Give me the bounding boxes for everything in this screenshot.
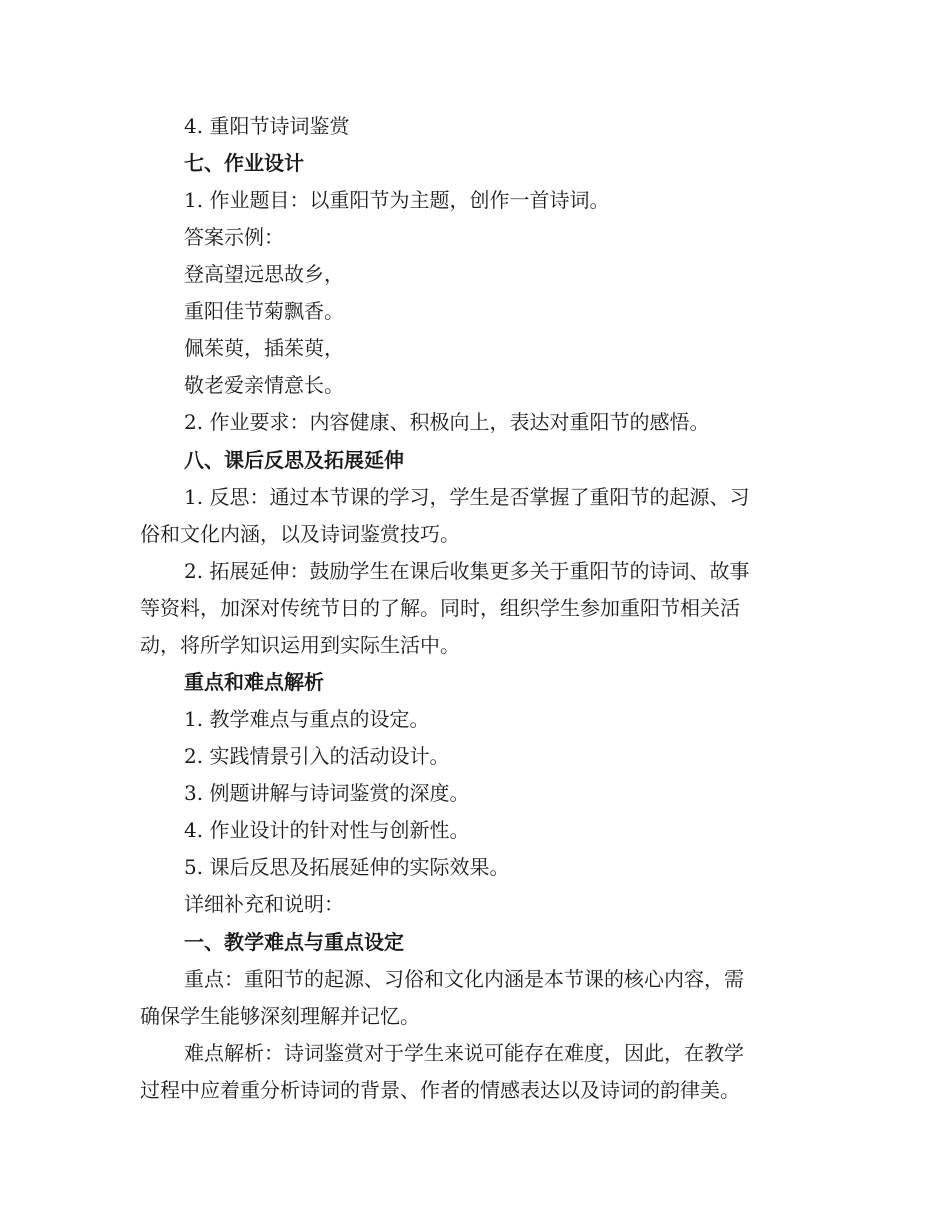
paragraph: 等资料，加深对传统节日的了解。同时，组织学生参加重阳节相关活 <box>140 596 740 620</box>
paragraph: 1. 反思：通过本节课的学习，学生是否掌握了重阳节的起源、习 <box>184 485 750 509</box>
paragraph: 确保学生能够深刻理解并记忆。 <box>140 1004 420 1028</box>
paragraph: 详细补充和说明： <box>184 892 344 916</box>
list-item: 5. 课后反思及拓展延伸的实际效果。 <box>184 855 510 879</box>
list-item: 4. 重阳节诗词鉴赏 <box>184 114 350 138</box>
list-item: 1. 作业题目：以重阳节为主题，创作一首诗词。 <box>184 188 610 212</box>
paragraph: 动，将所学知识运用到实际生活中。 <box>140 633 460 657</box>
section-heading: 七、作业设计 <box>184 151 304 175</box>
poem-line: 敬老爱亲情意长。 <box>184 373 344 397</box>
paragraph: 过程中应着重分析诗词的背景、作者的情感表达以及诗词的韵律美。 <box>140 1078 740 1102</box>
list-item: 2. 实践情景引入的活动设计。 <box>184 744 450 768</box>
section-heading: 重点和难点解析 <box>184 670 324 694</box>
poem-line: 重阳佳节菊飘香。 <box>184 299 344 323</box>
paragraph: 2. 拓展延伸：鼓励学生在课后收集更多关于重阳节的诗词、故事 <box>184 559 750 583</box>
paragraph: 俗和文化内涵，以及诗词鉴赏技巧。 <box>140 522 460 546</box>
poem-line: 登高望远思故乡， <box>184 262 344 286</box>
section-heading: 一、教学难点与重点设定 <box>184 930 404 954</box>
list-item: 3. 例题讲解与诗词鉴赏的深度。 <box>184 781 470 805</box>
list-item: 2. 作业要求：内容健康、积极向上，表达对重阳节的感悟。 <box>184 410 710 434</box>
list-item: 4. 作业设计的针对性与创新性。 <box>184 818 470 842</box>
section-heading: 八、课后反思及拓展延伸 <box>184 448 404 472</box>
list-item: 1. 教学难点与重点的设定。 <box>184 707 430 731</box>
paragraph: 重点：重阳节的起源、习俗和文化内涵是本节课的核心内容，需 <box>184 967 744 991</box>
paragraph: 答案示例： <box>184 225 284 249</box>
paragraph: 难点解析：诗词鉴赏对于学生来说可能存在难度，因此，在教学 <box>184 1041 744 1065</box>
poem-line: 佩茱萸，插茱萸， <box>184 336 344 360</box>
